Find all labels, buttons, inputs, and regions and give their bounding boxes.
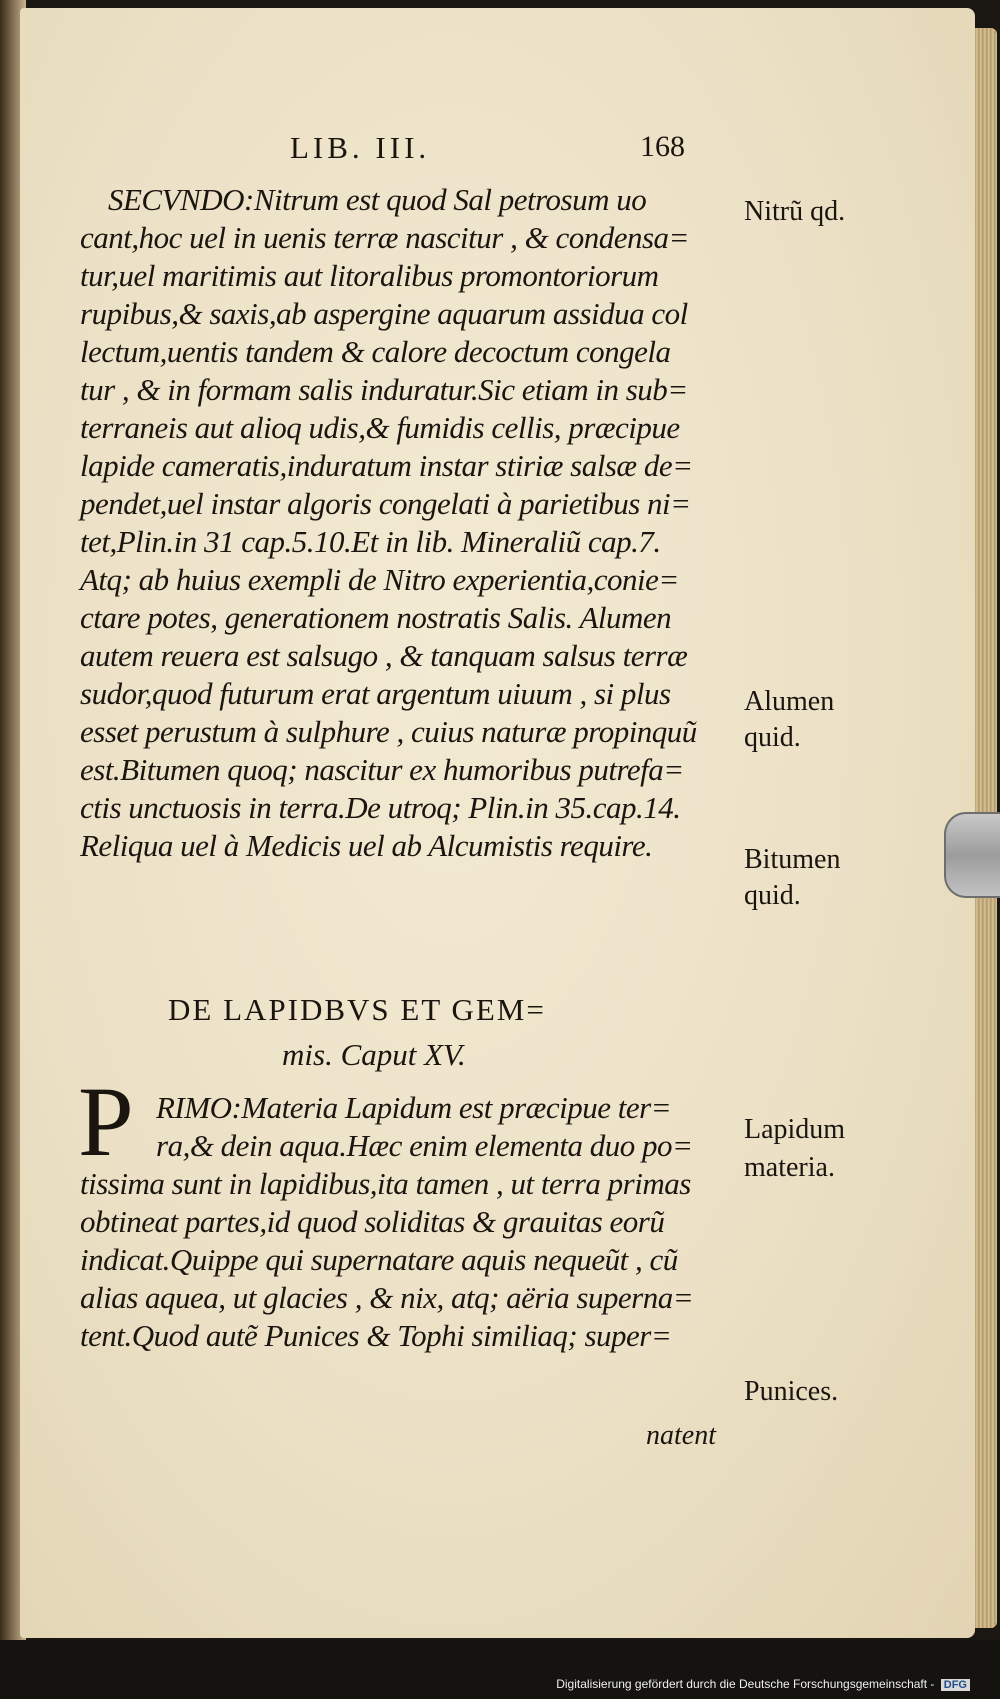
margin-note: Lapidum <box>744 1114 846 1145</box>
running-title: LIB. III. <box>290 130 431 165</box>
text-line: RIMO:Materia Lapidum est præcipue ter= <box>156 1090 672 1125</box>
text-line: SECVNDO:Nitrum est quod Sal petrosum uo <box>108 182 647 217</box>
text-line: Atq; ab huius exempli de Nitro experientia,conie= <box>80 562 679 597</box>
margin-note: Nitrũ qd. <box>744 196 846 227</box>
text-line: cant,hoc uel in uenis terræ nascitur , & condensa= <box>80 220 689 255</box>
drop-capital: P <box>78 1066 134 1177</box>
text-line: esset perustum à sulphure , cuius naturæ propinquũ <box>80 714 697 749</box>
text-line: tur,uel maritimis aut litoralibus promontoriorum <box>80 258 659 293</box>
text-line: autem reuera est salsugo , & tanquam salsus terræ <box>80 638 688 673</box>
margin-note: Alumen <box>744 686 835 717</box>
text-line: sudor,quod futurum erat argentum uiuum , si plus <box>80 676 671 711</box>
text-line: ra,& dein aqua.Hæc enim elementa duo po= <box>156 1128 693 1163</box>
text-line: obtineat partes,id quod soliditas & grauitas eorũ <box>80 1204 665 1239</box>
chapter-subheading <box>282 1037 466 1073</box>
caput-label: Caput XV. <box>340 1037 466 1072</box>
folio-number: 168 <box>640 130 685 163</box>
text-line: pendet,uel instar algoris congelati à parietibus ni= <box>80 486 691 521</box>
dfg-logo: DFG <box>941 1679 970 1691</box>
heading-word: mis. <box>282 1037 333 1072</box>
text-line: ctare potes, generationem nostratis Salis. Alumen <box>80 600 672 635</box>
margin-note: Bitumen <box>744 844 841 875</box>
text-line: tur , & in formam salis induratur.Sic etiam in sub= <box>80 372 688 407</box>
credit-text: Digitalisierung gefördert durch die Deutsche Forschungsgemeinschaft - <box>556 1677 935 1691</box>
margin-note: Punices. <box>744 1376 839 1407</box>
catchword: natent <box>646 1420 716 1451</box>
scan-footer <box>0 1640 1000 1699</box>
text-line: rupibus,& saxis,ab aspergine aquarum assidua col <box>80 296 688 331</box>
margin-note: quid. <box>744 722 801 753</box>
text-line: lapide cameratis,induratum instar stiriæ salsæ de= <box>80 448 693 483</box>
text-line: alias aquea, ut glacies , & nix, atq; aëria superna= <box>80 1280 694 1315</box>
text-line: terraneis aut alioq udis,& fumidis cellis, præcipue <box>80 410 680 445</box>
text-line: ctis unctuosis in terra.De utroq; Plin.in 35.cap.14. <box>80 790 681 825</box>
text-line: tet,Plin.in 31 cap.5.10.Et in lib. Mineraliũ cap.7. <box>80 524 661 559</box>
text-line: tent.Quod autẽ Punices & Tophi similiaq; super= <box>80 1318 672 1353</box>
text-line: est.Bitumen quoq; nascitur ex humoribus putrefa= <box>80 752 684 787</box>
text-line: tissima sunt in lapidibus,ita tamen , ut terra primas <box>80 1166 691 1201</box>
digitization-credit <box>556 1677 970 1691</box>
page-clip <box>944 812 1000 898</box>
text-line: Reliqua uel à Medicis uel ab Alcumistis require. <box>80 828 653 863</box>
text-line: lectum,uentis tandem & calore decoctum congela <box>80 334 671 369</box>
margin-note: quid. <box>744 880 801 911</box>
margin-note: materia. <box>744 1152 835 1183</box>
chapter-heading: DE LAPIDBVS ET GEM= <box>168 992 546 1027</box>
text-line: indicat.Quippe qui supernatare aquis nequeũt , cũ <box>80 1242 678 1277</box>
